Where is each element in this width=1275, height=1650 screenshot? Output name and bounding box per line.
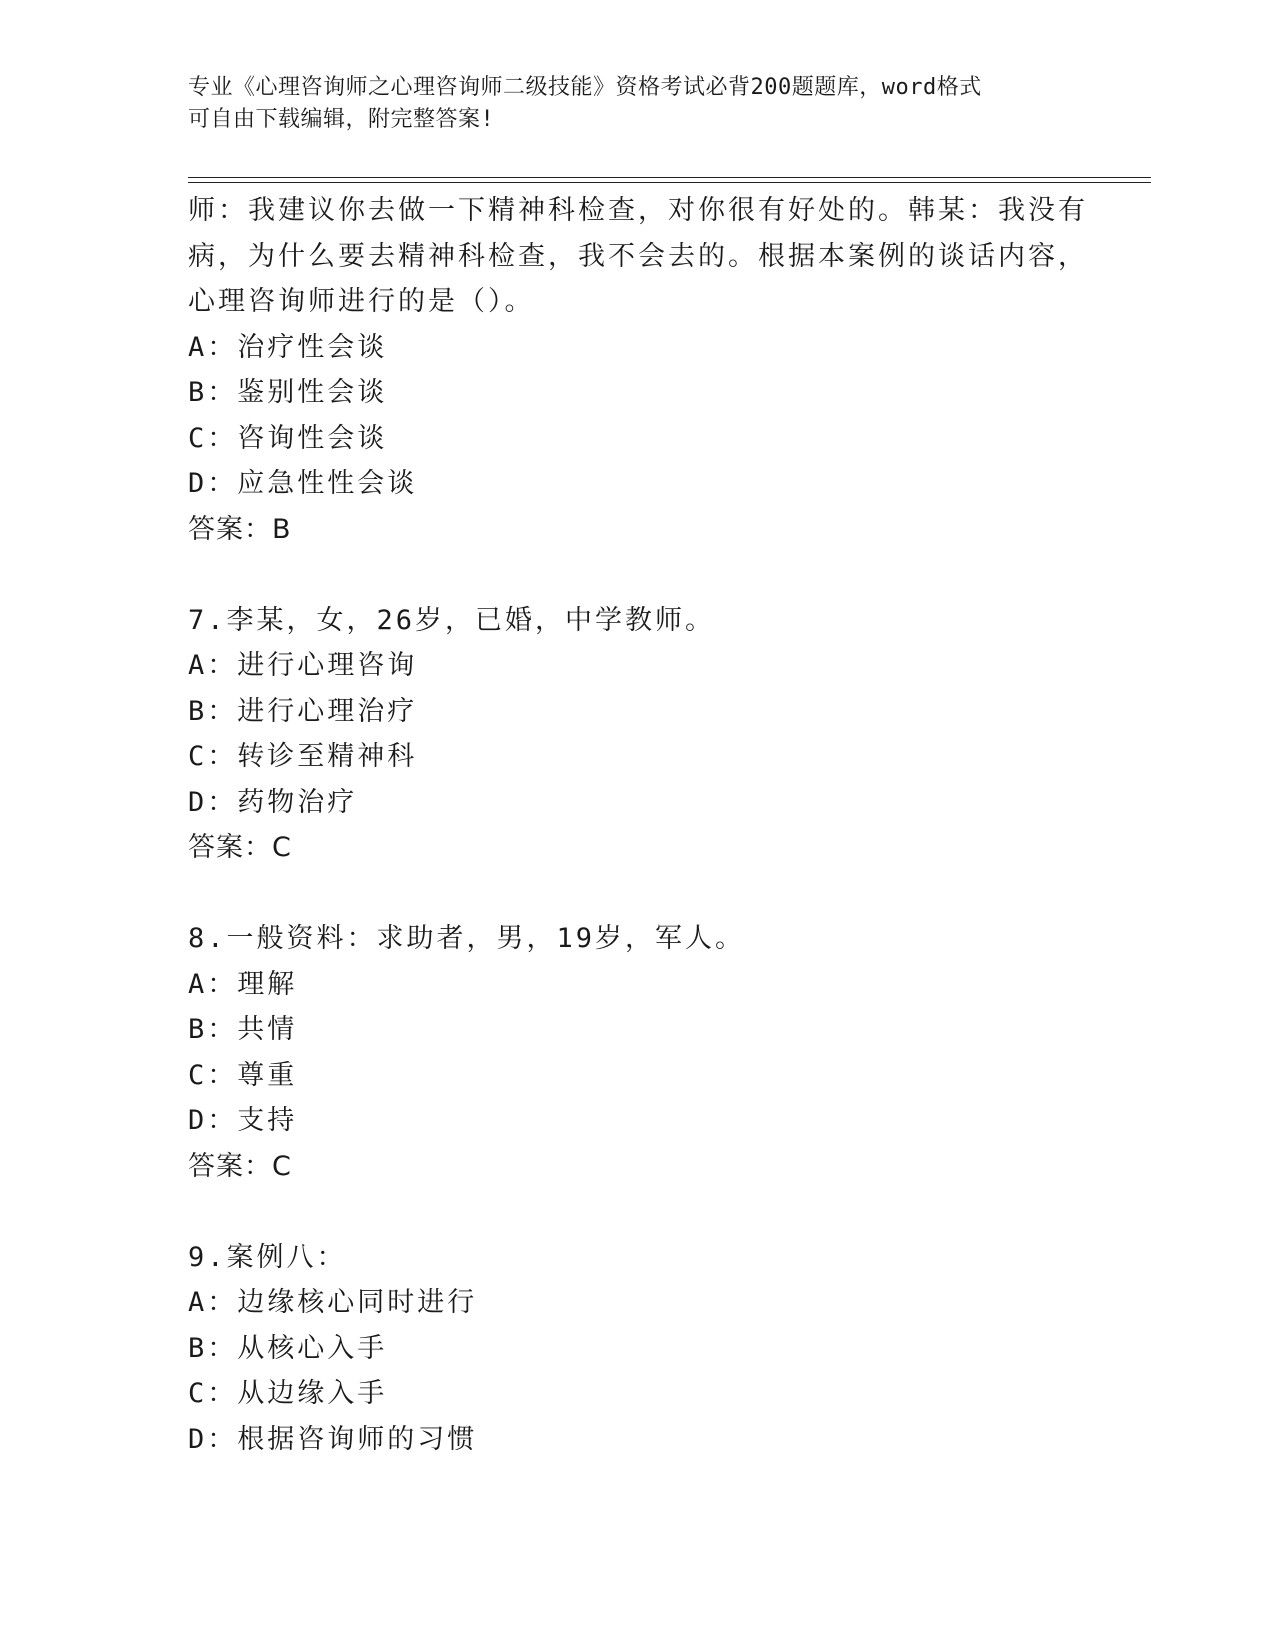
question-stem: 7.李某，女，26岁，已婚，中学教师。 — [188, 604, 716, 636]
option-d: D：支持 — [188, 1105, 298, 1136]
option-a: A：边缘核心同时进行 — [188, 1287, 478, 1318]
answer: 答案：C — [188, 832, 292, 863]
spacer — [188, 552, 1088, 598]
option-d: D：根据咨询师的习惯 — [188, 1423, 478, 1455]
option-b: B：从核心入手 — [188, 1332, 388, 1364]
question-6-continued — [188, 188, 1088, 552]
question-text-line: 病，为什么要去精神科检查，我不会去的。根据本案例的谈话内容， — [188, 240, 1088, 272]
answer: 答案：C — [188, 1150, 292, 1182]
question-text-line: 师：我建议你去做一下精神科检查，对你很有好处的。韩某：我没有 — [188, 195, 1088, 226]
option-a: A：治疗性会谈 — [188, 331, 388, 363]
option-d: D：药物治疗 — [188, 786, 358, 818]
spacer — [188, 871, 1088, 917]
option-c: C：转诊至精神科 — [188, 741, 418, 772]
option-c: C：从边缘入手 — [188, 1378, 388, 1409]
option-a: A：理解 — [188, 968, 298, 1000]
answer: 答案：B — [188, 513, 292, 545]
question-stem: 8.一般资料：求助者，男，19岁，军人。 — [188, 923, 746, 954]
option-c: C：咨询性会谈 — [188, 422, 388, 454]
header-line-1: 专业《心理咨询师之心理咨询师二级技能》资格考试必背200题题库，word格式 — [188, 75, 982, 100]
spacer — [188, 1189, 1088, 1235]
header-divider-top — [188, 177, 1151, 178]
option-a: A：进行心理咨询 — [188, 650, 418, 681]
option-b: B：进行心理治疗 — [188, 695, 418, 727]
header-divider-bottom — [188, 182, 1151, 183]
document-body — [188, 188, 1088, 1462]
option-c: C：尊重 — [188, 1059, 298, 1091]
question-7 — [188, 598, 1088, 871]
question-stem: 9.案例八： — [188, 1241, 347, 1273]
question-9 — [188, 1235, 1088, 1463]
option-d: D：应急性性会谈 — [188, 468, 418, 499]
header-line-2: 可自由下载编辑，附完整答案! — [188, 107, 495, 132]
document-header — [188, 72, 1068, 136]
question-8 — [188, 916, 1088, 1189]
option-b: B：共情 — [188, 1014, 298, 1045]
option-b: B：鉴别性会谈 — [188, 377, 388, 408]
question-text-line: 心理咨询师进行的是（）。 — [188, 286, 535, 317]
